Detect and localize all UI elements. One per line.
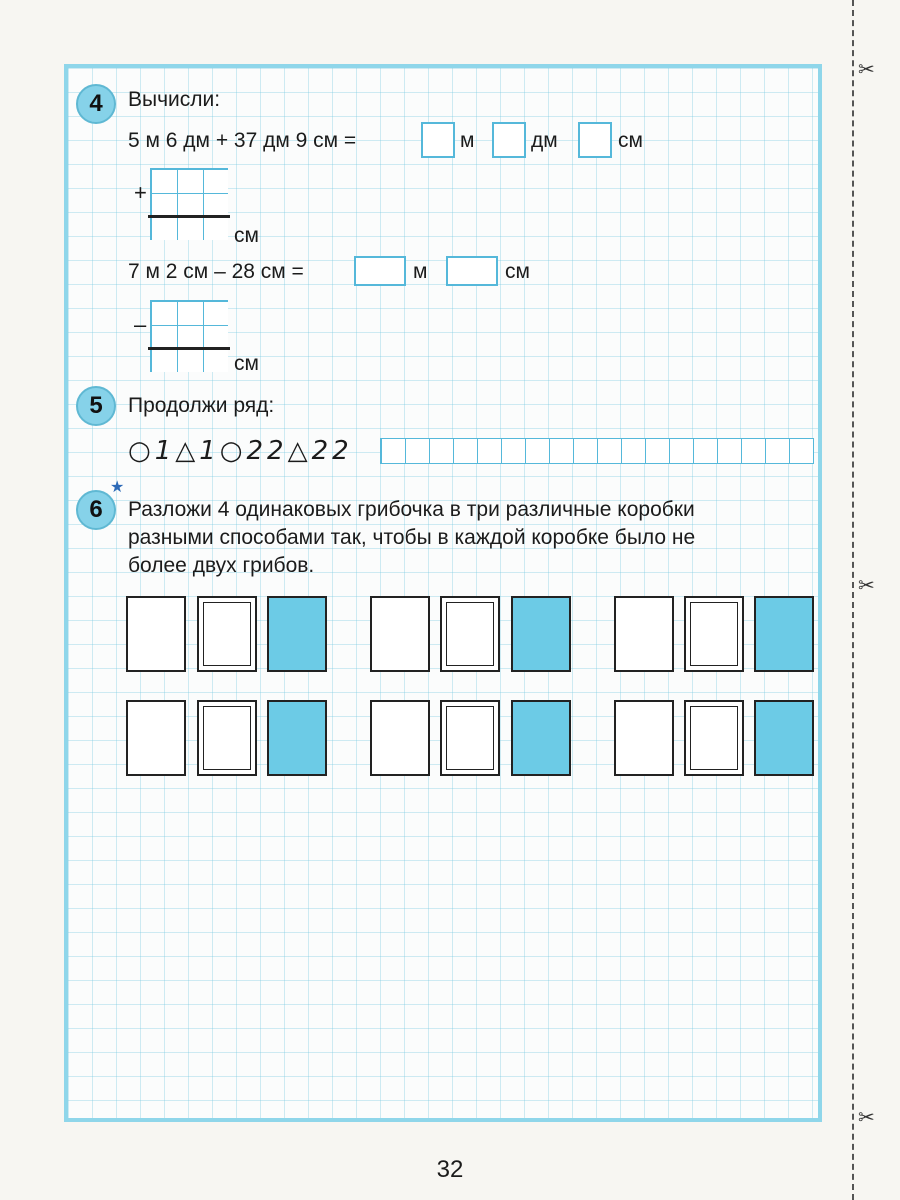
unit-dm-label: дм [531, 129, 558, 152]
star-icon: ★ [110, 479, 125, 496]
answer-box-m-2[interactable] [354, 256, 406, 286]
box-blue[interactable] [267, 700, 327, 776]
sequence-item: △ [287, 436, 308, 466]
subtraction-grid[interactable] [150, 300, 228, 372]
unit-m-label: м [460, 129, 475, 152]
box-blue[interactable] [267, 596, 327, 672]
answer-box-cm[interactable] [578, 122, 612, 158]
box-double-frame[interactable] [197, 596, 257, 672]
sequence-item: ○ [219, 436, 243, 466]
task-4-expression-1: 5 м 6 дм + 37 дм 9 см = [128, 129, 357, 152]
sequence-answer-cells[interactable] [380, 438, 814, 464]
sequence-item: △ [175, 436, 196, 466]
box-plain[interactable] [614, 596, 674, 672]
addition-grid[interactable] [150, 168, 228, 240]
answer-box-dm[interactable] [492, 122, 526, 158]
unit-cm-label: см [618, 129, 643, 152]
unit-m-label-2: м [413, 260, 428, 283]
box-blue[interactable] [511, 596, 571, 672]
cut-line [852, 0, 854, 1200]
addition-unit-cm: см [234, 224, 259, 247]
task-4-expression-2: 7 м 2 см – 28 см = [128, 260, 304, 283]
sequence-item: 1 [199, 436, 216, 466]
subtraction-unit-cm: см [234, 352, 259, 375]
sequence-row [128, 436, 349, 466]
box-blue[interactable] [754, 596, 814, 672]
sequence-item: 1 [154, 436, 172, 466]
plus-sign: + [134, 180, 147, 205]
box-blue[interactable] [754, 700, 814, 776]
answer-box-m[interactable] [421, 122, 455, 158]
unit-cm-label-2: см [505, 260, 530, 283]
box-double-frame[interactable] [684, 596, 744, 672]
box-double-frame[interactable] [197, 700, 257, 776]
box-double-frame[interactable] [440, 700, 500, 776]
box-plain[interactable] [126, 596, 186, 672]
box-plain[interactable] [126, 700, 186, 776]
minus-sign: – [134, 312, 147, 337]
box-double-frame[interactable] [440, 596, 500, 672]
task-6-text-line-3: более двух грибов. [128, 554, 315, 577]
task-6-text-line-2: разными способами так, чтобы в каждой коробке было не [128, 526, 696, 549]
task-4-title: Вычисли: [128, 88, 221, 111]
sequence-item: 2 [332, 436, 349, 466]
box-plain[interactable] [370, 700, 430, 776]
task-6-text-line-1: Разложи 4 одинаковых грибочка в три различные коробки [128, 498, 695, 521]
box-plain[interactable] [614, 700, 674, 776]
sequence-item: 2 [246, 436, 264, 466]
addition-rule [148, 215, 230, 218]
scissors-icon: ✂ [858, 59, 875, 81]
sequence-item: 2 [267, 436, 284, 466]
box-blue[interactable] [511, 700, 571, 776]
sequence-item: 2 [311, 436, 329, 466]
task-6-badge: 6 [76, 490, 116, 530]
sequence-item: ○ [128, 436, 151, 466]
scissors-icon: ✂ [858, 1107, 875, 1129]
subtraction-rule [148, 347, 230, 350]
box-plain[interactable] [370, 596, 430, 672]
answer-box-cm-2[interactable] [446, 256, 498, 286]
box-double-frame[interactable] [684, 700, 744, 776]
scissors-icon: ✂ [858, 575, 875, 597]
task-5-title: Продолжи ряд: [128, 394, 275, 417]
task-4-badge: 4 [76, 84, 116, 124]
task-5-badge: 5 [76, 386, 116, 426]
page-number: 32 [436, 1156, 464, 1183]
